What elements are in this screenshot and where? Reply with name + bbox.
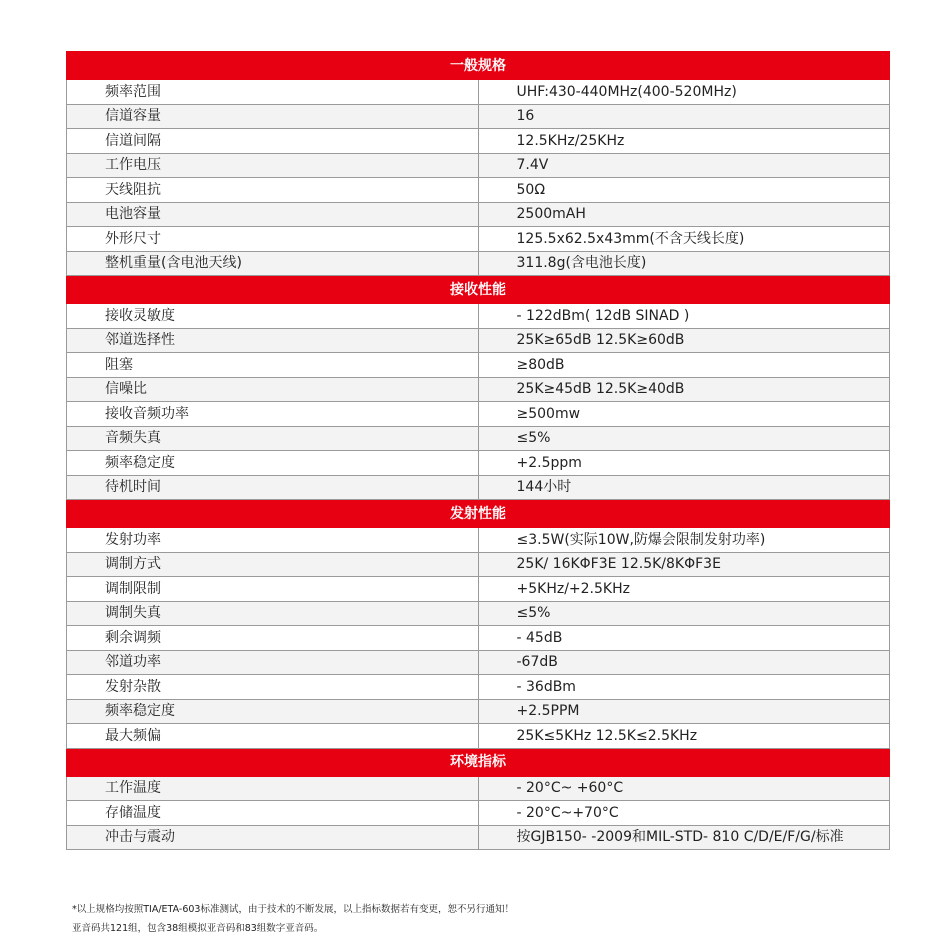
spec-key: 发射杂散 (67, 675, 479, 700)
spec-key: 电池容量 (67, 202, 479, 227)
table-row (67, 650, 890, 675)
spec-sheet (66, 51, 890, 850)
spec-value: ≥80dB (478, 353, 890, 378)
spec-value: +2.5ppm (478, 451, 890, 476)
spec-value: 25K/ 16KΦF3E 12.5K/8KΦF3E (478, 552, 890, 577)
table-row (67, 80, 890, 105)
spec-value: 12.5KHz/25KHz (478, 129, 890, 154)
spec-key: 工作电压 (67, 153, 479, 178)
spec-value: ≥500mw (478, 402, 890, 427)
spec-value: 25K≥45dB 12.5K≥40dB (478, 377, 890, 402)
footnote-line: *以上规格均按照TIA/ETA-603标准测试，由于技术的不断发展，以上指标数据若有变更，恕不另行通知！ (72, 904, 514, 915)
table-row (67, 699, 890, 724)
spec-key: 频率范围 (67, 80, 479, 105)
spec-value: - 36dBm (478, 675, 890, 700)
spec-value: - 122dBm( 12dB SINAD ) (478, 304, 890, 329)
table-row (67, 104, 890, 129)
spec-value: - 20°C~+70°C (478, 801, 890, 826)
spec-value: UHF:430-440MHz(400-520MHz) (478, 80, 890, 105)
table-row (67, 675, 890, 700)
table-row (67, 451, 890, 476)
spec-key: 频率稳定度 (67, 699, 479, 724)
footnotes (72, 900, 514, 938)
table-row (67, 475, 890, 500)
section-title: 接收性能 (67, 276, 890, 304)
table-row (67, 724, 890, 749)
spec-value: -67dB (478, 650, 890, 675)
spec-key: 阻塞 (67, 353, 479, 378)
spec-key: 调制失真 (67, 601, 479, 626)
section-header-general (67, 52, 890, 80)
table-row (67, 202, 890, 227)
spec-key: 整机重量(含电池天线) (67, 251, 479, 276)
spec-key: 待机时间 (67, 475, 479, 500)
table-row (67, 129, 890, 154)
spec-key: 调制限制 (67, 577, 479, 602)
spec-value: 16 (478, 104, 890, 129)
table-row (67, 178, 890, 203)
spec-key: 信道容量 (67, 104, 479, 129)
table-row (67, 626, 890, 651)
table-row (67, 801, 890, 826)
spec-key: 存储温度 (67, 801, 479, 826)
table-row (67, 601, 890, 626)
spec-value: ≤5% (478, 601, 890, 626)
spec-key: 接收音频功率 (67, 402, 479, 427)
spec-key: 邻道选择性 (67, 328, 479, 353)
table-row (67, 402, 890, 427)
spec-value: 7.4V (478, 153, 890, 178)
table-row (67, 776, 890, 801)
spec-key: 剩余调频 (67, 626, 479, 651)
spec-table (66, 51, 890, 850)
spec-value: - 20°C~ +60°C (478, 776, 890, 801)
spec-value: +5KHz/+2.5KHz (478, 577, 890, 602)
section-title: 发射性能 (67, 500, 890, 528)
spec-key: 音频失真 (67, 426, 479, 451)
spec-key: 外形尺寸 (67, 227, 479, 252)
spec-key: 工作温度 (67, 776, 479, 801)
section-header-transmit (67, 500, 890, 528)
section-header-receive (67, 276, 890, 304)
spec-key: 发射功率 (67, 528, 479, 553)
spec-value: 125.5x62.5x43mm(不含天线长度) (478, 227, 890, 252)
spec-key: 邻道功率 (67, 650, 479, 675)
spec-value: 2500mAH (478, 202, 890, 227)
spec-value: - 45dB (478, 626, 890, 651)
table-row (67, 377, 890, 402)
spec-key: 频率稳定度 (67, 451, 479, 476)
spec-value: ≤3.5W(实际10W,防爆会限制发射功率) (478, 528, 890, 553)
spec-key: 调制方式 (67, 552, 479, 577)
spec-value: ≤5% (478, 426, 890, 451)
spec-value: +2.5PPM (478, 699, 890, 724)
spec-key: 信噪比 (67, 377, 479, 402)
spec-key: 天线阻抗 (67, 178, 479, 203)
table-row (67, 251, 890, 276)
section-title: 一般规格 (67, 52, 890, 80)
footnote-line: 亚音码共121组，包含38组模拟亚音码和83组数字亚音码。 (72, 923, 324, 934)
table-row (67, 528, 890, 553)
table-row (67, 304, 890, 329)
spec-key: 冲击与震动 (67, 825, 479, 850)
table-row (67, 353, 890, 378)
table-row (67, 227, 890, 252)
table-row (67, 153, 890, 178)
spec-key: 信道间隔 (67, 129, 479, 154)
section-header-environment (67, 748, 890, 776)
table-row (67, 328, 890, 353)
table-row (67, 577, 890, 602)
table-row (67, 825, 890, 850)
table-row (67, 426, 890, 451)
spec-value: 50Ω (478, 178, 890, 203)
spec-value: 144小时 (478, 475, 890, 500)
spec-value: 按GJB150- -2009和MIL-STD- 810 C/D/E/F/G/标准 (478, 825, 890, 850)
spec-key: 接收灵敏度 (67, 304, 479, 329)
section-title: 环境指标 (67, 748, 890, 776)
spec-value: 25K≤5KHz 12.5K≤2.5KHz (478, 724, 890, 749)
spec-value: 25K≥65dB 12.5K≥60dB (478, 328, 890, 353)
table-row (67, 552, 890, 577)
spec-value: 311.8g(含电池长度) (478, 251, 890, 276)
spec-key: 最大频偏 (67, 724, 479, 749)
